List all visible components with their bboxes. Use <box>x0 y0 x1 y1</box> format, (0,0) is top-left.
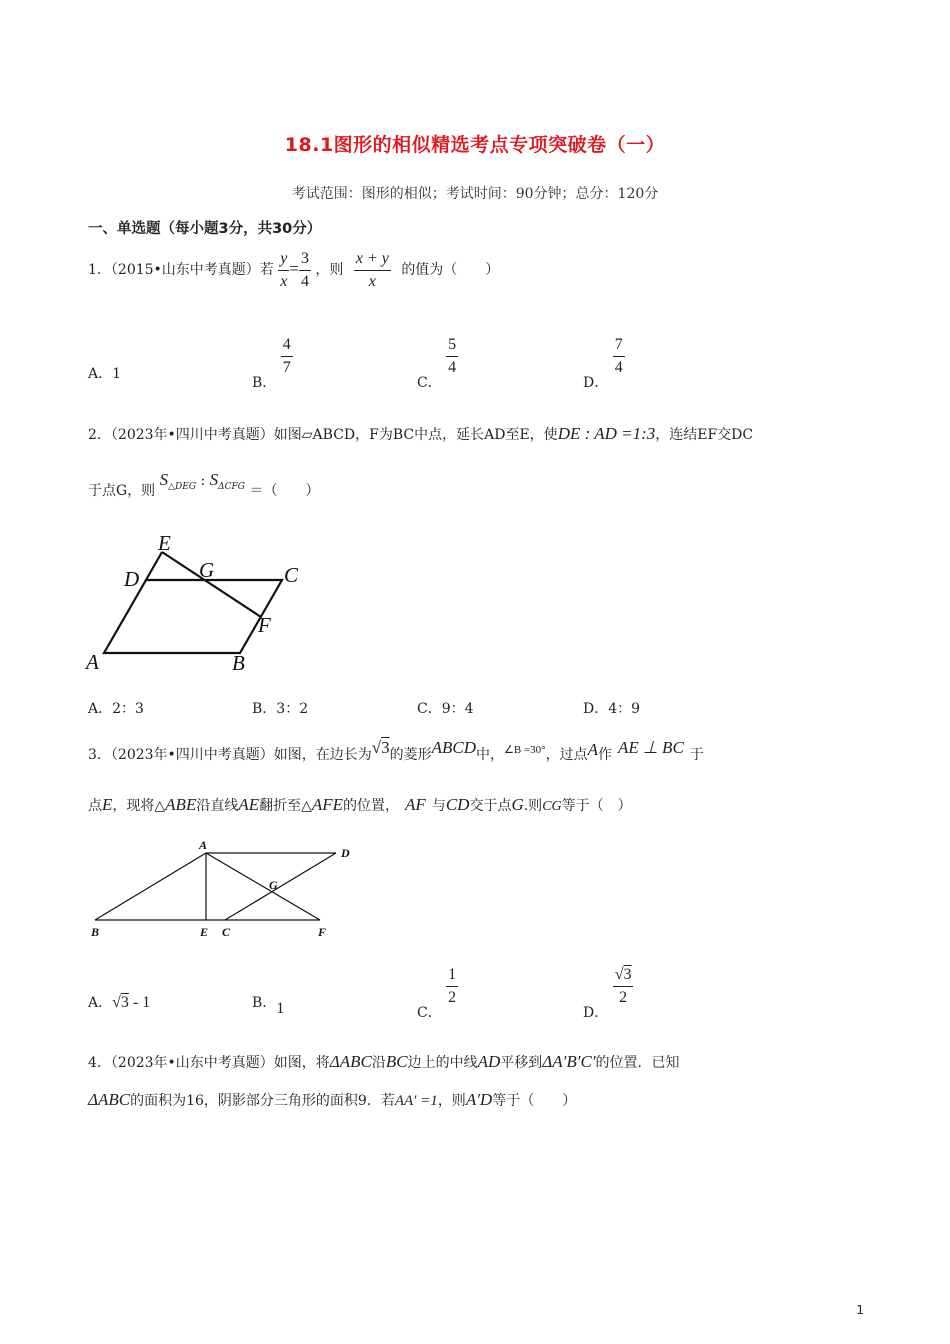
q3-line2-suffix: 等于（ ） <box>561 798 632 814</box>
q3-abcd: ABCD <box>431 738 477 757</box>
q1-eq-3: 3 <box>299 250 311 271</box>
q2-ratio: DE : AD =1:3 <box>557 424 656 443</box>
q3-sqrt3-value: 3 <box>381 738 390 757</box>
q4-aa-prime: AA′ =1 <box>394 1093 438 1109</box>
q3-label-a: A <box>199 838 208 852</box>
q3-side-cd <box>225 853 336 920</box>
q3-option-b[interactable] <box>252 992 285 1017</box>
q3-ae-perp-bc: AE ⊥ BC <box>617 738 684 757</box>
q3-opt-d-fraction <box>613 966 634 1006</box>
q4-tri-abc-prime: ΔA′B′C′ <box>542 1052 596 1071</box>
q2-area-ratio <box>159 470 245 492</box>
q3-line1-mid3: ，过点 <box>545 747 588 763</box>
q2-parallelogram-figure <box>82 530 342 680</box>
q2-line1-prefix: 2．（2023年•四川中考真题）如图▱ABCD，F为BC中点，延长AD至E，使 <box>88 427 558 443</box>
q3-option-a[interactable] <box>88 992 150 1012</box>
q3-opt-b-value: 1 <box>276 1000 285 1017</box>
q3-af: AF <box>405 795 426 814</box>
q2-s-left-sub: △DEG <box>168 481 197 492</box>
q3-opt-d-num-sqrt: 3 <box>623 966 632 983</box>
q3-cd: CD <box>445 795 470 814</box>
q3-line1-mid1: 的菱形 <box>389 747 432 763</box>
q2-label-b: B <box>232 651 245 675</box>
q3-line1-prefix: 3．（2023年•四川中考真题）如图，在边长为 <box>88 747 372 763</box>
q4-ad: AD <box>477 1052 501 1071</box>
q2-option-d[interactable]: D．4：9 <box>583 701 641 717</box>
q3-rhombus-figure <box>82 835 372 945</box>
q3-ae: AE <box>238 795 260 814</box>
q1-opt-d-num: 7 <box>613 336 625 357</box>
q2-line1-suffix: ，连结EF交DC <box>655 427 754 443</box>
q1-eq-y: y <box>278 250 289 271</box>
q1-eq-4: 4 <box>300 272 309 290</box>
q2-s-right: S <box>209 470 219 489</box>
q1-opt-d-fraction <box>613 336 625 376</box>
q3-pt-g: G <box>511 795 524 814</box>
q3-line1-mid2: 中， <box>476 747 505 763</box>
q3-opt-a-label: A． <box>88 995 113 1011</box>
q1-suffix: 的值为（ ） <box>401 262 500 279</box>
q3-option-d[interactable] <box>583 966 633 1022</box>
q3-line1-mid4: 作 <box>597 747 612 763</box>
q2-line2-prefix: 于点G，则 <box>88 483 156 499</box>
q1-fraction-3-over-4 <box>299 250 311 290</box>
q3-opt-c-label: C． <box>417 1005 442 1022</box>
q4-line2-mid2: ，则 <box>437 1093 466 1109</box>
q3-opt-d-label: D． <box>583 1005 609 1022</box>
q2-label-e: E <box>158 531 171 555</box>
q1-opt-d-den: 4 <box>614 358 623 376</box>
q3-line1-suffix: 于 <box>689 747 704 763</box>
q1-opt-b-fraction <box>281 336 293 376</box>
q3-label-d: D <box>341 846 350 860</box>
question-4-line-1 <box>88 1052 680 1072</box>
q1-opt-a-label: A． <box>88 366 113 382</box>
q3-line2-prefix: 点 <box>88 798 102 814</box>
q3-label-e: E <box>200 925 209 939</box>
q3-label-f: F <box>318 925 327 939</box>
q1-opt-d-label: D． <box>583 375 609 392</box>
q3-label-g: G <box>269 878 278 892</box>
q1-opt-b-den: 7 <box>282 358 291 376</box>
q3-pt-e: E <box>102 795 113 814</box>
q3-angle: ∠B =30° <box>504 744 546 756</box>
q2-s-right-sub: ΔCFG <box>218 481 245 492</box>
q1-option-d[interactable] <box>583 336 625 392</box>
q4-tri-abc: ΔABC <box>329 1052 372 1071</box>
q3-opt-c-fraction <box>446 966 458 1006</box>
q1-opt-b-label: B． <box>252 375 277 392</box>
q4-line1-prefix: 4．（2023年•山东中考真题）如图，将 <box>88 1055 330 1071</box>
q1-option-c[interactable] <box>417 336 458 392</box>
q3-label-c: C <box>222 925 231 939</box>
page-number: 1 <box>856 1303 864 1317</box>
q3-opt-d-num: √3 <box>613 966 634 987</box>
q2-label-f: F <box>258 613 271 637</box>
q3-opt-c-den: 2 <box>448 988 457 1006</box>
q3-opt-a-expr: √3 - 1 <box>112 994 151 1011</box>
q1-opt-c-num: 5 <box>446 336 458 357</box>
q2-option-c[interactable]: C．9：4 <box>417 701 474 717</box>
q4-line1-suffix: 的位置．已知 <box>595 1055 680 1071</box>
q2-label-d: D <box>124 567 140 591</box>
question-1 <box>88 250 499 290</box>
q4-a-prime-d: A′D <box>465 1090 493 1109</box>
q3-line2-mid1: ，现将△ <box>112 798 166 814</box>
q4-line1-mid2: 边上的中线 <box>407 1055 478 1071</box>
q4-line1-mid3: 平移到 <box>500 1055 543 1071</box>
q1-fraction-y-over-x <box>278 250 289 290</box>
q3-opt-c-num: 1 <box>446 966 458 987</box>
q4-line2-mid1: 的面积为16，阴影部分三角形的面积9．若 <box>130 1093 395 1109</box>
q1-opt-c-fraction <box>446 336 458 376</box>
q3-option-c[interactable] <box>417 966 458 1022</box>
q3-line2-mid3: 翻折至△ <box>259 798 312 814</box>
q3-abe: ABE <box>165 795 197 814</box>
q3-sqrt3: √3 <box>371 738 390 757</box>
q2-label-g: G <box>199 558 215 582</box>
q3-pt-a: A <box>587 740 598 759</box>
q1-option-b[interactable] <box>252 336 293 392</box>
q1-frac2-den: x <box>368 272 376 290</box>
q3-opt-a-rest: - 1 <box>132 994 151 1011</box>
q3-figure-lines <box>95 853 336 920</box>
q4-bc: BC <box>385 1052 408 1071</box>
q3-opt-a-sqrt: 3 <box>120 994 129 1011</box>
q1-eq-sign: = <box>289 259 299 279</box>
q1-mid: ，则 <box>315 262 344 279</box>
q4-tri-abc2: ΔABC <box>88 1090 131 1109</box>
q3-afe: AFE <box>311 795 344 814</box>
q2-colon: : <box>196 473 210 489</box>
q1-fraction-xy-over-x <box>354 250 391 290</box>
exam-info: 考试范围：图形的相似；考试时间：90分钟；总分：120分 <box>291 186 659 202</box>
q2-option-a[interactable]: A．2：3 <box>88 701 144 717</box>
q1-frac2-num: x + y <box>354 250 391 271</box>
q2-line2-suffix: ＝（ ） <box>249 483 320 499</box>
q3-line2-mid5: 与 <box>431 798 446 814</box>
q2-s-left: S <box>159 470 169 489</box>
q3-line2-mid4: 的位置， <box>343 798 400 814</box>
q1-prefix: 1．（2015•山东中考真题）若 <box>88 262 274 279</box>
question-3-line-1 <box>88 738 704 764</box>
question-2-line-1 <box>88 424 753 444</box>
q1-opt-a-value: 1 <box>112 366 122 382</box>
q4-line2-suffix: 等于（ ） <box>492 1093 577 1109</box>
q1-option-a[interactable] <box>88 363 121 383</box>
q1-opt-c-den: 4 <box>448 358 457 376</box>
q2-extension-de <box>146 552 162 580</box>
q3-opt-b-label: B． <box>252 995 277 1011</box>
q3-label-b: B <box>91 925 100 939</box>
q1-opt-c-label: C． <box>417 375 442 392</box>
q2-label-a: A <box>86 650 99 674</box>
question-4-line-2 <box>88 1090 576 1110</box>
q4-line1-mid1: 沿 <box>371 1055 386 1071</box>
q3-line2-mid7: .则 <box>523 798 543 814</box>
q3-line2-mid2: 沿直线 <box>196 798 239 814</box>
question-3-line-2 <box>88 795 632 816</box>
section-heading: 一、单选题（每小题3分，共30分） <box>88 221 322 237</box>
q3-opt-d-den: 2 <box>619 988 628 1006</box>
q3-line-af <box>206 853 320 920</box>
q2-option-b[interactable]: B．3：2 <box>252 701 309 717</box>
question-2-line-2 <box>88 470 320 503</box>
q1-eq-x: x <box>280 272 288 290</box>
q2-label-c: C <box>284 563 299 587</box>
q3-line2-mid6: 交于点 <box>469 798 512 814</box>
page-title: 18.1图形的相似精选考点专项突破卷（一） <box>284 134 666 156</box>
q1-opt-b-num: 4 <box>281 336 293 357</box>
q3-side-ba <box>95 853 206 920</box>
q3-cg: CG <box>542 799 562 814</box>
